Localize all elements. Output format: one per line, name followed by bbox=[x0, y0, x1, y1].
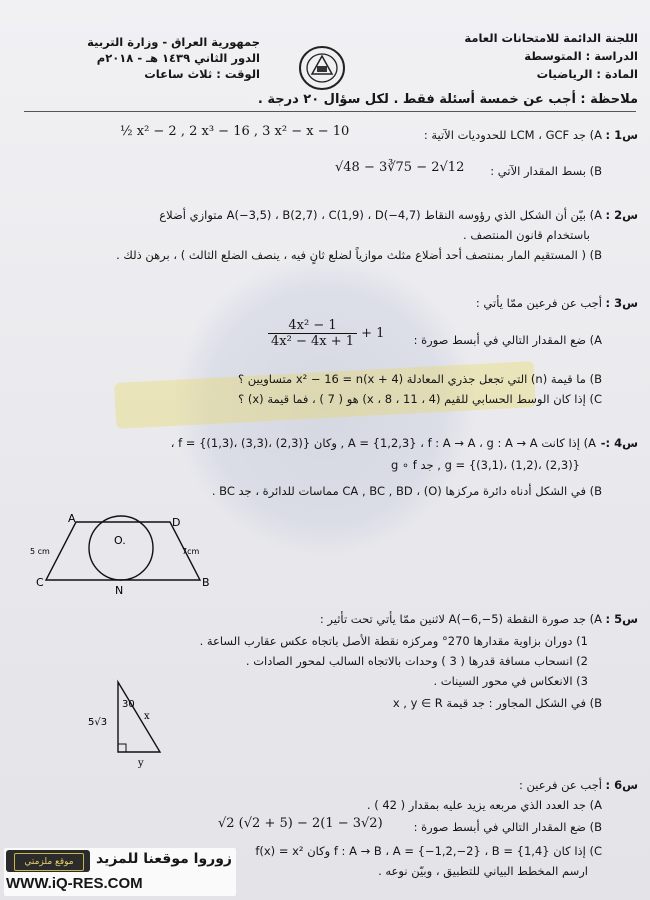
site-footer-logo[interactable] bbox=[4, 848, 236, 896]
fig-y-label: y bbox=[138, 758, 144, 768]
q1-b-expr: √48 − 3∛75 − 2√12 bbox=[335, 160, 465, 175]
q4-b-text: B) في الشكل أدناه دائرة مركزها (O) ، CA , BC , BD مماسات للدائرة ، جد BC . bbox=[211, 484, 602, 498]
q2-a-text2: باستخدام قانون المنتصف . bbox=[463, 228, 590, 242]
q3-a-fraction bbox=[268, 318, 357, 349]
exam-note: ملاحظة : أجب عن خمسة أسئلة فقط . لكل سؤال ٢٠ درجة . bbox=[257, 92, 638, 107]
q5-triangle-figure bbox=[84, 676, 174, 768]
fig-label-A: A bbox=[68, 512, 76, 525]
exam-round: الدور الثاني ١٤٣٩ هـ - ٢٠١٨م bbox=[96, 51, 260, 65]
q4-circle-figure bbox=[28, 508, 228, 600]
q3-a-tail: + 1 bbox=[361, 326, 385, 341]
fig-right-length: 7cm bbox=[182, 547, 200, 556]
q6-b-expr: √2 (√2 + 5) − 2(1 − 3√2) bbox=[218, 816, 383, 831]
emblem-icon bbox=[296, 44, 348, 92]
q3-a-denominator: 4x² − 4x + 1 bbox=[271, 334, 355, 349]
q2-a-text: A) بيّن أن الشكل الذي رؤوسه النقاط A(−3,5) ، B(2,7) ، C(1,9) ، D(−4,7) متوازي أضلاع bbox=[159, 208, 602, 222]
fig-label-B: B bbox=[202, 576, 210, 589]
q3-c-text: C) إذا كان الوسط الحسابي للقيم (x ، 8 ، 11 ، 4) هو ( 7 ) ، فما قيمة (x) ؟ bbox=[238, 392, 602, 406]
q3-a-expr bbox=[268, 318, 384, 349]
visit-text: زوروا موقعنا للمزيد bbox=[96, 851, 232, 867]
q3-intro: أجب عن فرعين ممّا يأتي : bbox=[475, 296, 602, 310]
q6-a-text: A) جد العدد الذي مربعه يزيد عليه بمقدار ( 42 ) . bbox=[366, 798, 602, 812]
fig-x-label: x bbox=[144, 711, 150, 722]
study-level: الدراسة : المتوسطة bbox=[524, 49, 638, 63]
site-url[interactable]: WWW.iQ-RES.COM bbox=[6, 875, 143, 892]
header-divider bbox=[24, 111, 636, 112]
fig-side-label: 5√3 bbox=[88, 717, 108, 728]
q5-a-item1: 1) دوران بزاوية مقدارها 270° ومركزه نقطة الأصل باتجاه عكس عقارب الساعة . bbox=[199, 634, 588, 648]
fig-label-O: O. bbox=[114, 534, 126, 547]
fig-label-C: C bbox=[36, 576, 44, 589]
q2-label: س2 : bbox=[605, 208, 638, 222]
exam-time: الوقت : ثلاث ساعات bbox=[144, 67, 260, 81]
q5-a-item3: 3) الانعكاس في محور السينات . bbox=[433, 674, 588, 688]
q5-label: س5 : bbox=[605, 612, 638, 626]
fig-left-length: 5 cm bbox=[30, 547, 50, 556]
q1-label: س1 : bbox=[605, 128, 638, 142]
q6-c-text: C) إذا كان f : A → B ، A = {−1,2,−2} ، B = {1,4} وكان f(x) = x² bbox=[255, 844, 602, 858]
site-badge: موقع ملزمتي bbox=[6, 850, 90, 872]
q4-a-text: A) إذا كانت A = {1,2,3} ، f : A → A ، g : A → A , وكان f = {(1,3)، (3,3)، (2,3)} ، bbox=[170, 436, 596, 450]
q6-label: س6 : bbox=[605, 778, 638, 792]
q4-label: س4 :- bbox=[600, 436, 638, 450]
q5-a-text: A) جد صورة النقطة A(−6,−5) لاثنين ممّا يأتي تحت تأثير : bbox=[319, 612, 602, 626]
q3-a-text: A) ضع المقدار التالي في أبسط صورة : bbox=[413, 333, 602, 347]
fig-label-D: D bbox=[172, 516, 181, 529]
q6-b-text: B) ضع المقدار التالي في أبسط صورة : bbox=[413, 820, 602, 834]
q1-b-text: B) بسط المقدار الآتي : bbox=[490, 164, 602, 178]
q1-a-text: A) جد LCM ، GCF للحدوديات الآتية : bbox=[423, 128, 602, 142]
q3-b-text: B) ما قيمة (n) التي تجعل جذري المعادلة x² − 16 = n(x + 4) متساويين ؟ bbox=[238, 372, 602, 386]
header-left bbox=[20, 34, 260, 82]
fig-label-N: N bbox=[115, 584, 124, 597]
q6-intro: أجب عن فرعين : bbox=[519, 778, 602, 792]
q3-label: س3 : bbox=[605, 296, 638, 310]
q1-a-expr: ½ x² − 2 , 2 x³ − 16 , 3 x² − x − 10 bbox=[120, 124, 350, 139]
subject: المادة : الرياضيات bbox=[536, 67, 638, 81]
committee-title: اللجنة الدائمة للامتحانات العامة bbox=[464, 31, 638, 45]
q2-b-text: B) ( المستقيم المار بمنتصف أحد أضلاع مثلث موازياً لضلع ثانٍ فيه ، ينصف الضلع الثالث ) ، برهن ذلك . bbox=[116, 248, 602, 262]
header-right bbox=[398, 30, 638, 82]
fig-angle-label: 30 bbox=[122, 699, 135, 710]
q6-c-text2: ارسم المخطط البياني للتطبيق ، وبيّن نوعه . bbox=[378, 864, 588, 878]
q4-a-text2: g = {(3,1)، (1,2)، (2,3)} , جد g ∘ f bbox=[390, 458, 580, 472]
q5-a-item2: 2) انسحاب مسافة قدرها ( 3 ) وحدات بالاتجاه السالب لمحور الصادات . bbox=[245, 654, 588, 668]
q3-a-numerator: 4x² − 1 bbox=[268, 318, 357, 334]
ministry: جمهورية العراق - وزارة التربية bbox=[87, 35, 260, 49]
q5-b-text: B) في الشكل المجاور : جد قيمة x , y ∈ R bbox=[392, 696, 602, 710]
